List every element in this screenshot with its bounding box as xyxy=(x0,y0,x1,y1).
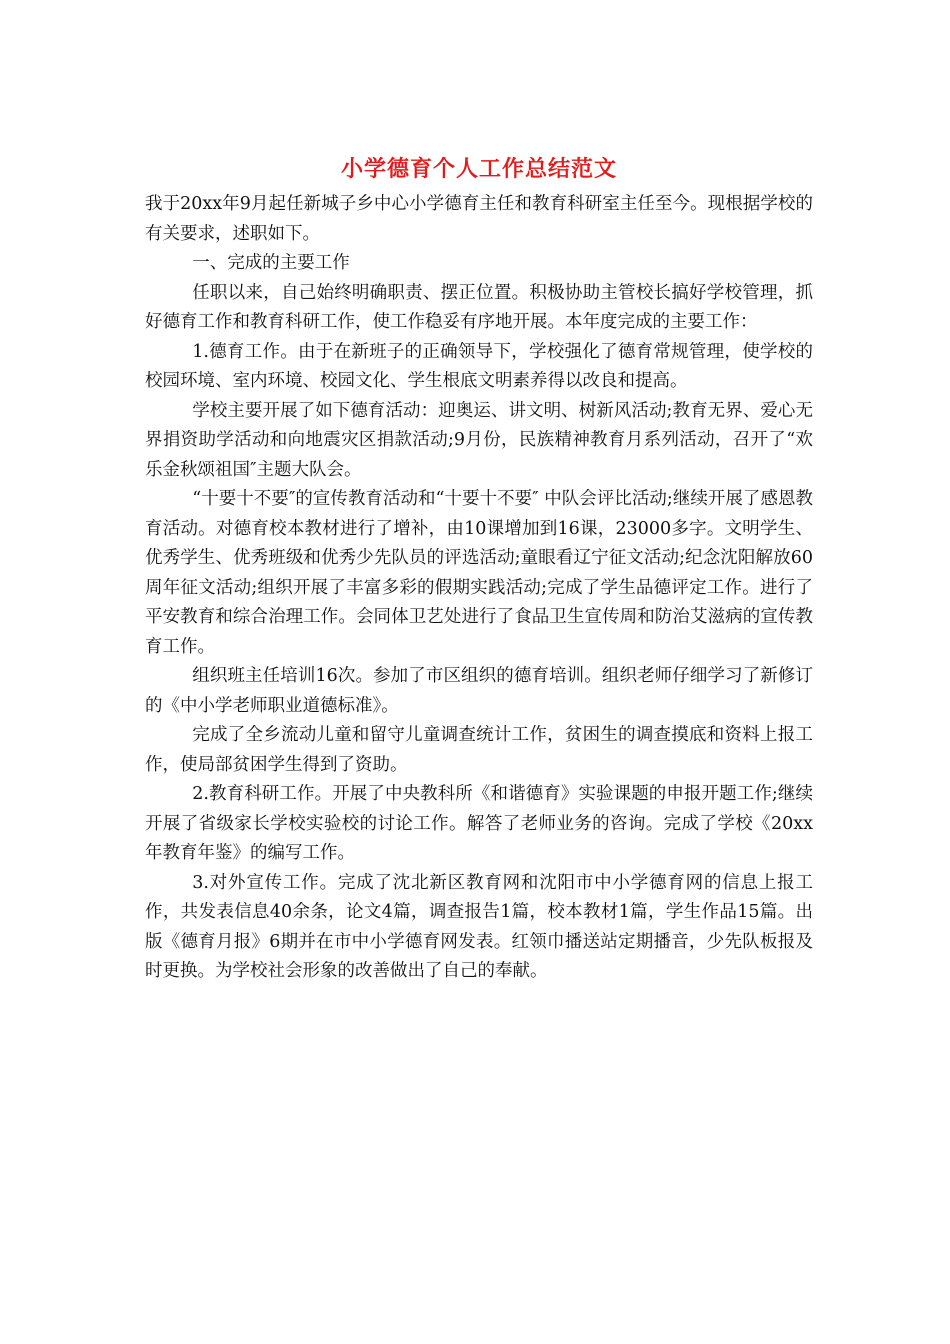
section-heading-main-work: 一、完成的主要工作 xyxy=(192,253,350,273)
paragraph-publicity: 3.对外宣传工作。完成了沈北新区教育网和沈阳市中小学德育网的信息上报工作，共发表信息40余条，论文4篇，调查报告1篇，校本教材1篇，学生作品15篇。出版《德育月报》6期并在市中小学德育网发表。红领巾播送站定期播音，少先队板报及时更换。为学校社会形象的改善做出了自己的奉献。 xyxy=(145,872,813,981)
paragraph-training: 组织班主任培训16次。参加了市区组织的德育培训。组织老师仔细学习了新修订的《中小学老师职业道德标准》。 xyxy=(145,666,813,716)
paragraph-3: 任职以来，自己始终明确职责、摆正位置。积极协助主管校长搞好学校管理，抓好德育工作和教育科研工作，使工作稳妥有序地开展。本年度完成的主要工作： xyxy=(145,282,813,332)
paragraph-activities: 学校主要开展了如下德育活动：迎奥运、讲文明、树新风活动;教育无界、爱心无界捐资助学活动和向地震灾区捐款活动;9月份，民族精神教育月系列活动，召开了“欢乐金秋颂祖国″主题大队会。 xyxy=(145,400,813,480)
paragraph-research: 2.教育科研工作。开展了中央教科所《和谐德育》实验课题的申报开题工作;继续开展了省级家长学校实验校的讨论工作。解答了老师业务的咨询。完成了学校《20xx年教育年鉴》的编写工作。 xyxy=(145,784,813,863)
paragraph-1: 我于20xx年9月起任新城子乡中心小学德育主任和教育科研室主任至今。现根据学校的有关要求，述职如下。 xyxy=(145,194,813,244)
document-body xyxy=(145,190,813,987)
paragraph-moral-education: 1.德育工作。由于在新班子的正确领导下，学校强化了德育常规管理，使学校的校园环境、室内环境、校园文化、学生根底文明素养得以改良和提高。 xyxy=(145,341,813,391)
paragraph-campaigns: “十要十不要″的宣传教育活动和“十要十不要″ 中队会评比活动;继续开展了感恩教育活动。对德育校本教材进行了增补，由10课增加到16课，23000多字。文明学生、优秀学生、优秀班级和优秀少先队员的评选活动;童眼看辽宁征文活动;纪念沈阳解放60周年征文活动;组织开展了丰富多彩的假期实践活动;完成了学生品德评定工作。进行了平安教育和综合治理工作。会同体卫艺处进行了食品卫生宣传周和防治艾滋病的宣传教育工作。 xyxy=(145,489,813,657)
document-title: 小学德育个人工作总结范文 xyxy=(340,157,617,182)
document-page xyxy=(145,150,813,987)
paragraph-survey: 完成了全乡流动儿童和留守儿童调查统计工作，贫困生的调查摸底和资料上报工作，使局部贫困学生得到了资助。 xyxy=(145,725,813,775)
